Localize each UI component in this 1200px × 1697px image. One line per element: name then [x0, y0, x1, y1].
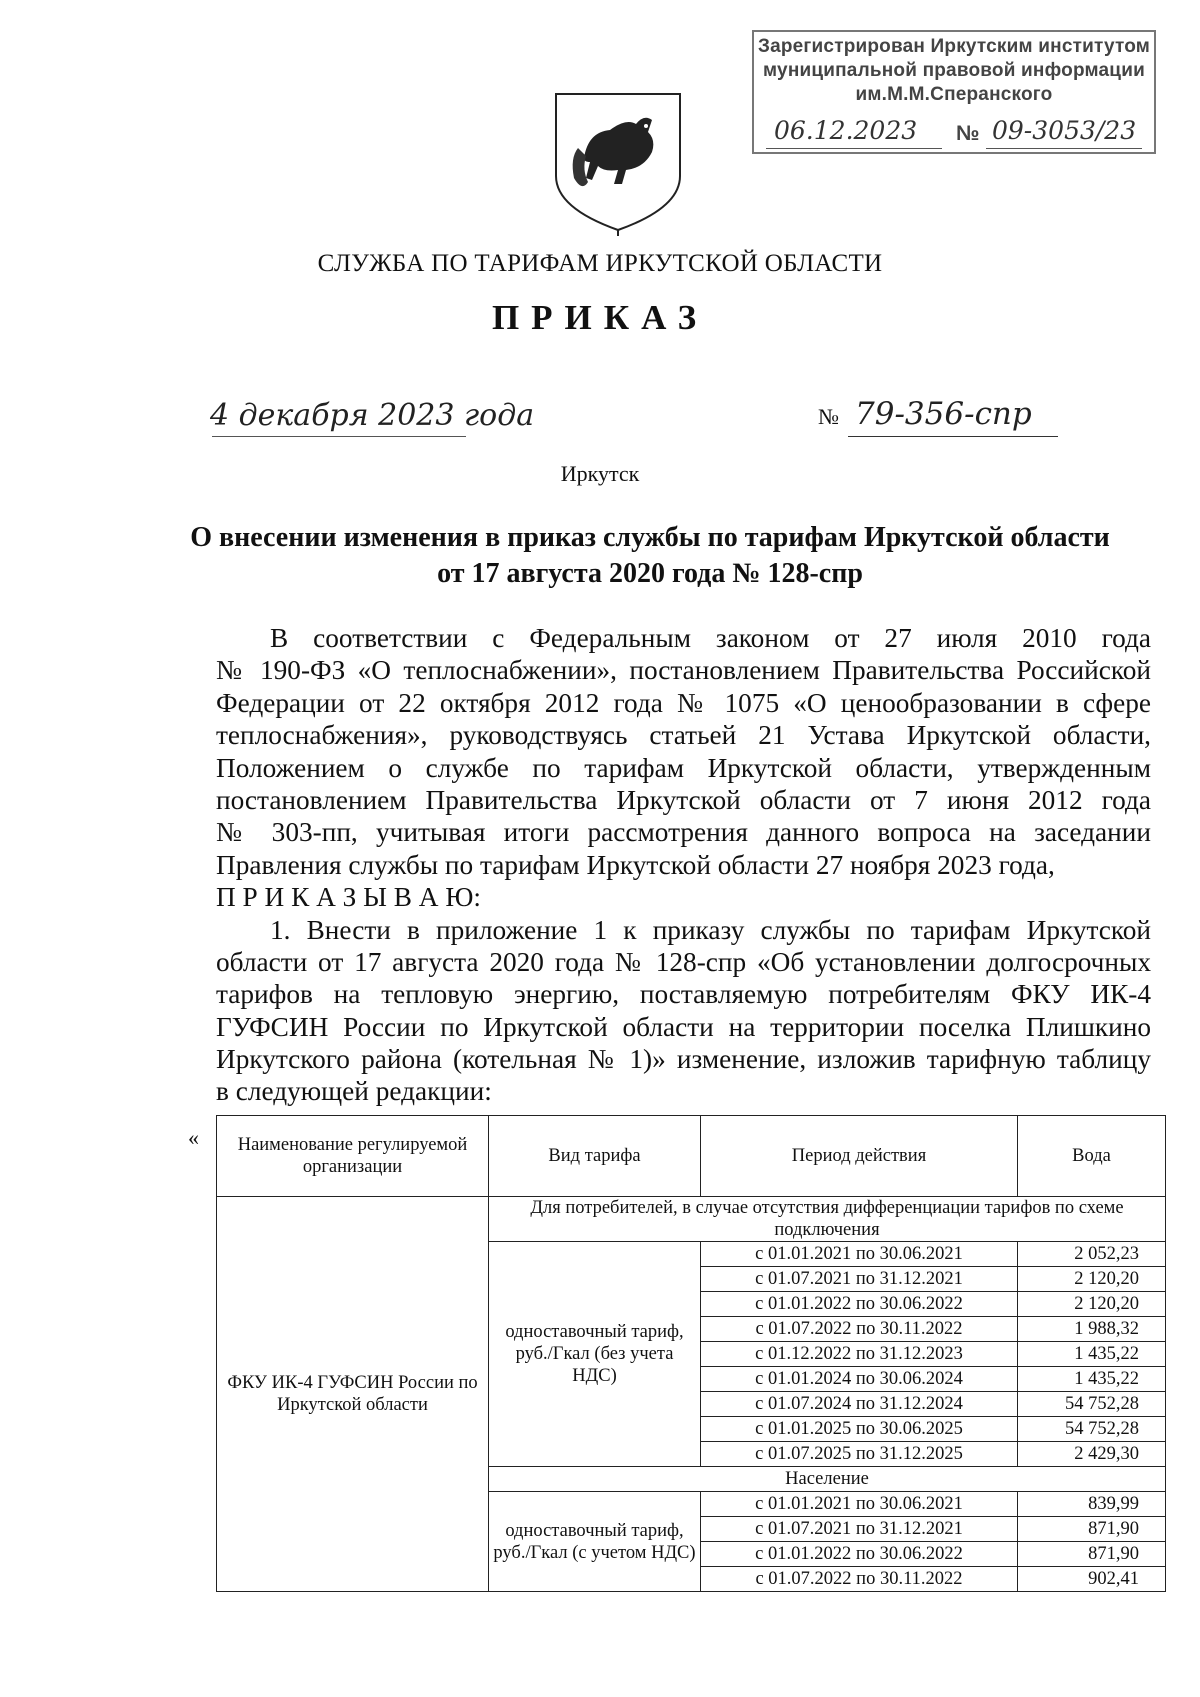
value-cell: 2 429,30 — [1018, 1442, 1166, 1467]
subject-line-2: от 17 августа 2020 года № 128-спр — [437, 558, 863, 589]
organization-name: СЛУЖБА ПО ТАРИФАМ ИРКУТСКОЙ ОБЛАСТИ — [317, 250, 883, 277]
order-number-label: № — [818, 404, 839, 429]
item1-line: в следующей редакции: — [216, 1076, 492, 1107]
order-subject — [150, 520, 1150, 592]
value-cell: 871,90 — [1018, 1517, 1166, 1542]
registration-stamp — [752, 30, 1156, 154]
item1-line: ГУФСИН России по Иркутской области на территории поселка Плишкино — [216, 1011, 1151, 1042]
preamble-line: Федерации от 22 октября 2012 года № 1075 «О ценообразовании в сфере — [216, 687, 1151, 718]
value-cell: 2 120,20 — [1018, 1267, 1166, 1292]
date-underline — [212, 436, 466, 437]
stamp-line-3: им.М.М.Сперанского — [855, 84, 1053, 105]
stamp-line-2: муниципальной правовой информации — [763, 60, 1145, 81]
preamble-line: теплоснабжения», руководствуясь статьей 21 Устава Иркутской области, — [216, 720, 1151, 751]
header-period: Период действия — [701, 1116, 1018, 1197]
item1-line: области от 17 августа 2020 года № 128-спр «Об установлении долгосрочных — [216, 946, 1151, 977]
period-cell: с 01.07.2021 по 31.12.2021 — [701, 1267, 1018, 1292]
header-water: Вода — [1018, 1116, 1166, 1197]
value-cell: 2 052,23 — [1018, 1242, 1166, 1267]
subject-line-1: О внесении изменения в приказ службы по тарифам Иркутской области — [190, 522, 1110, 553]
stamp-date: 06.12.2023 — [774, 116, 918, 145]
document-type: ПРИКАЗ — [491, 298, 709, 337]
period-cell: с 01.07.2024 по 31.12.2024 — [701, 1392, 1018, 1417]
value-cell: 1 435,22 — [1018, 1342, 1166, 1367]
item1-line: 1. Внести в приложение 1 к приказу службы по тарифам Иркутской — [270, 914, 1151, 945]
period-cell: с 01.01.2025 по 30.06.2025 — [701, 1417, 1018, 1442]
period-cell: с 01.01.2024 по 30.06.2024 — [701, 1367, 1018, 1392]
tariff-table — [216, 1115, 1166, 1592]
period-cell: с 01.07.2022 по 30.11.2022 — [701, 1567, 1018, 1592]
table-header-row — [217, 1116, 1166, 1197]
period-cell: с 01.07.2025 по 31.12.2025 — [701, 1442, 1018, 1467]
preamble-line: № 190-ФЗ «О теплоснабжении», постановлением Правительства Российской — [216, 655, 1151, 686]
period-cell: с 01.01.2021 по 30.06.2021 — [701, 1242, 1018, 1267]
section1-title: Для потребителей, в случае отсутствия дифференциации тарифов по схеме подключения — [489, 1197, 1166, 1242]
preamble-paragraph — [216, 622, 1151, 1108]
preamble-line: В соответствии с Федеральным законом от 27 июля 2010 года — [270, 623, 1151, 653]
coat-of-arms-emblem — [548, 88, 688, 238]
value-cell: 54 752,28 — [1018, 1392, 1166, 1417]
table-opening-quote: « — [188, 1125, 199, 1150]
preamble-line: № 303-пп, учитывая итоги рассмотрения данного вопроса на заседании — [216, 817, 1151, 848]
preamble-line: постановлением Правительства Иркутской области от 7 июня 2012 года — [216, 784, 1151, 815]
section2-tariff-type: одноставочный тариф, руб./Гкал (с учетом НДС) — [489, 1492, 701, 1592]
value-cell: 1 435,22 — [1018, 1367, 1166, 1392]
coat-of-arms-icon — [548, 88, 688, 238]
stamp-registration-details — [766, 114, 1146, 150]
value-cell: 839,99 — [1018, 1492, 1166, 1517]
preamble-line: Правления службы по тарифам Иркутской области 27 ноября 2023 года, — [216, 849, 1055, 880]
period-cell: с 01.07.2021 по 31.12.2021 — [701, 1517, 1018, 1542]
order-word: П Р И К А З Ы В А Ю: — [216, 882, 481, 913]
stamp-line-1: Зарегистрирован Иркутским институтом — [757, 36, 1151, 57]
item1-line: Иркутского района (котельная № 1)» изменение, изложив тарифную таблицу — [216, 1044, 1151, 1075]
number-underline — [848, 436, 1058, 437]
value-cell: 1 988,32 — [1018, 1317, 1166, 1342]
stamp-number: 09-3053/23 — [992, 116, 1137, 145]
preamble-line: Положением о службе по тарифам Иркутской области, утвержденным — [216, 752, 1151, 783]
value-cell: 2 120,20 — [1018, 1292, 1166, 1317]
city: Иркутск — [560, 461, 640, 486]
order-number: 79-356-спр — [855, 396, 1032, 432]
period-cell: с 01.01.2022 по 30.06.2022 — [701, 1542, 1018, 1567]
organization-cell: ФКУ ИК-4 ГУФСИН России по Иркутской области — [217, 1197, 489, 1592]
section2-title: Население — [489, 1467, 1166, 1492]
value-cell: 54 752,28 — [1018, 1417, 1166, 1442]
value-cell: 902,41 — [1018, 1567, 1166, 1592]
stamp-number-label: № — [956, 122, 980, 145]
period-cell: с 01.12.2022 по 31.12.2023 — [701, 1342, 1018, 1367]
value-cell: 871,90 — [1018, 1542, 1166, 1567]
header-tariff-type: Вид тарифа — [489, 1116, 701, 1197]
section1-tariff-type: одноставочный тариф, руб./Гкал (без учета НДС) — [489, 1242, 701, 1467]
period-cell: с 01.07.2022 по 30.11.2022 — [701, 1317, 1018, 1342]
order-date: 4 декабря 2023 года — [210, 398, 535, 433]
item1-line: тарифов на тепловую энергию, поставляемую потребителям ФКУ ИК-4 — [216, 979, 1151, 1010]
period-cell: с 01.01.2022 по 30.06.2022 — [701, 1292, 1018, 1317]
header-organization: Наименование регулируемой организации — [217, 1116, 489, 1197]
period-cell: с 01.01.2021 по 30.06.2021 — [701, 1492, 1018, 1517]
section1-title-row — [217, 1197, 1166, 1242]
